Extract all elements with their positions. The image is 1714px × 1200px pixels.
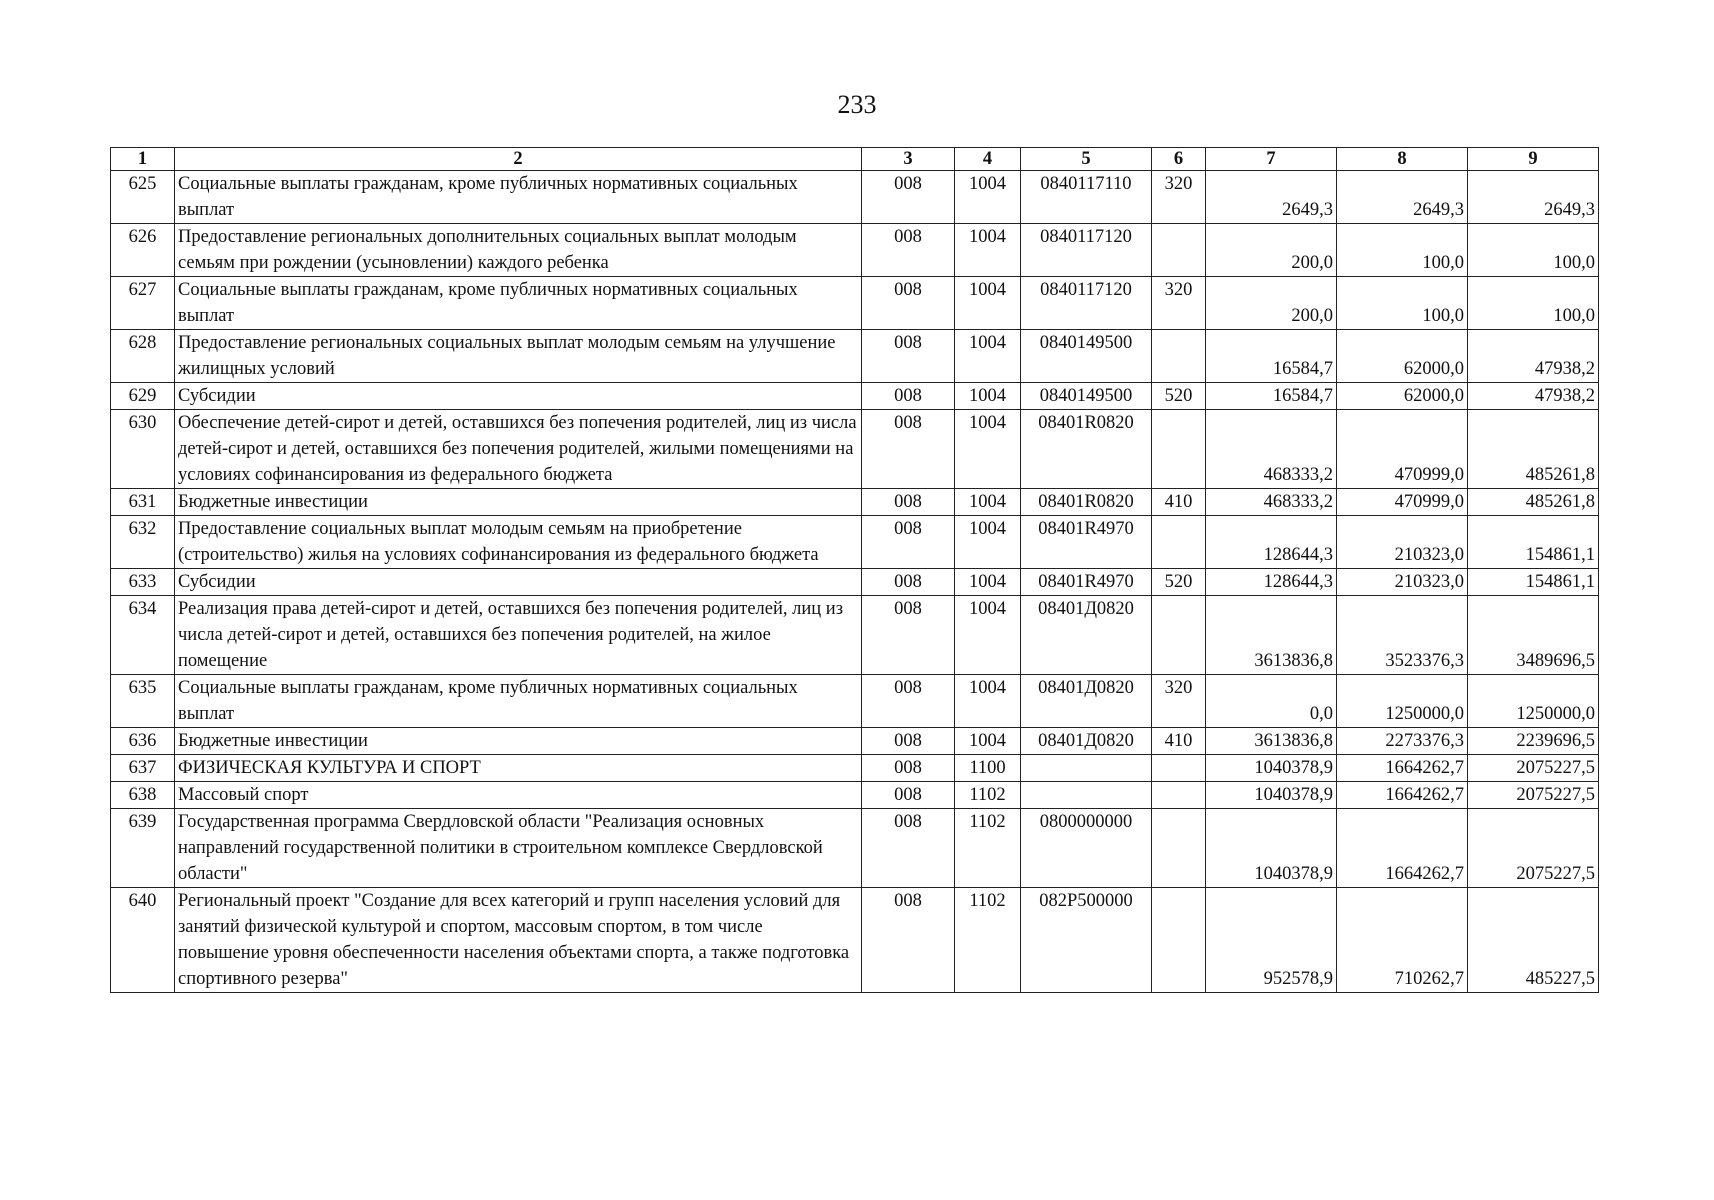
code-cell: 08401Д0820	[1021, 596, 1152, 675]
header-cell: 9	[1468, 148, 1599, 171]
table-row	[111, 516, 1599, 569]
code-cell: 08401Д0820	[1021, 728, 1152, 755]
row-number-cell: 635	[111, 675, 175, 728]
row-number-cell: 626	[111, 224, 175, 277]
code-cell	[1152, 516, 1206, 569]
code-cell: 1004	[955, 410, 1021, 489]
description-cell: Предоставление региональных дополнительных социальных выплат молодым семьям при рождении (усыновлении) каждого ребенка	[175, 224, 862, 277]
budget-table	[110, 147, 1599, 993]
amount-cell: 485261,8	[1468, 410, 1599, 489]
header-cell: 3	[862, 148, 955, 171]
description-cell: Субсидии	[175, 383, 862, 410]
table-row	[111, 383, 1599, 410]
code-cell: 008	[862, 277, 955, 330]
amount-cell: 1664262,7	[1337, 755, 1468, 782]
amount-cell: 485227,5	[1468, 888, 1599, 993]
code-cell: 1004	[955, 596, 1021, 675]
table-row	[111, 277, 1599, 330]
amount-cell: 2075227,5	[1468, 809, 1599, 888]
page-number: 233	[837, 90, 877, 119]
code-cell: 1004	[955, 569, 1021, 596]
code-cell: 008	[862, 410, 955, 489]
table-body	[111, 171, 1599, 993]
table-row	[111, 888, 1599, 993]
code-cell: 0840117110	[1021, 171, 1152, 224]
header-cell: 2	[175, 148, 862, 171]
table-row	[111, 809, 1599, 888]
amount-cell: 710262,7	[1337, 888, 1468, 993]
amount-cell: 2075227,5	[1468, 782, 1599, 809]
amount-cell: 128644,3	[1206, 569, 1337, 596]
code-cell	[1152, 782, 1206, 809]
code-cell: 1004	[955, 728, 1021, 755]
code-cell: 008	[862, 888, 955, 993]
code-cell: 1102	[955, 809, 1021, 888]
table-row	[111, 171, 1599, 224]
code-cell: 0840117120	[1021, 224, 1152, 277]
code-cell: 320	[1152, 675, 1206, 728]
code-cell: 1004	[955, 383, 1021, 410]
description-cell: Массовый спорт	[175, 782, 862, 809]
code-cell: 008	[862, 675, 955, 728]
code-cell: 520	[1152, 569, 1206, 596]
amount-cell: 468333,2	[1206, 489, 1337, 516]
amount-cell: 100,0	[1468, 277, 1599, 330]
code-cell: 320	[1152, 171, 1206, 224]
amount-cell: 16584,7	[1206, 383, 1337, 410]
code-cell: 1004	[955, 489, 1021, 516]
row-number-cell: 640	[111, 888, 175, 993]
description-cell: Государственная программа Свердловской области "Реализация основных направлений государственной политики в строительном комплексе Свердловской области"	[175, 809, 862, 888]
description-cell: Социальные выплаты гражданам, кроме публичных нормативных социальных выплат	[175, 171, 862, 224]
table-row	[111, 410, 1599, 489]
code-cell: 520	[1152, 383, 1206, 410]
amount-cell: 3613836,8	[1206, 596, 1337, 675]
amount-cell: 210323,0	[1337, 569, 1468, 596]
amount-cell: 2649,3	[1206, 171, 1337, 224]
row-number-cell: 630	[111, 410, 175, 489]
code-cell	[1152, 224, 1206, 277]
amount-cell: 1040378,9	[1206, 782, 1337, 809]
code-cell: 1004	[955, 224, 1021, 277]
code-cell: 08401R4970	[1021, 569, 1152, 596]
table-row	[111, 675, 1599, 728]
row-number-cell: 638	[111, 782, 175, 809]
description-cell: Бюджетные инвестиции	[175, 489, 862, 516]
amount-cell: 47938,2	[1468, 330, 1599, 383]
header-cell: 6	[1152, 148, 1206, 171]
row-number-cell: 639	[111, 809, 175, 888]
code-cell: 1004	[955, 330, 1021, 383]
description-cell: Субсидии	[175, 569, 862, 596]
amount-cell: 154861,1	[1468, 516, 1599, 569]
table-row	[111, 728, 1599, 755]
code-cell: 1102	[955, 782, 1021, 809]
code-cell: 008	[862, 728, 955, 755]
description-cell: Региональный проект "Создание для всех категорий и групп населения условий для занятий физической культурой и спортом, массовым спортом, в том числе повышение уровня обеспеченности населения объектами спорта, а также подготовка спортивного резерва"	[175, 888, 862, 993]
code-cell: 0800000000	[1021, 809, 1152, 888]
description-cell: Бюджетные инвестиции	[175, 728, 862, 755]
header-cell: 1	[111, 148, 175, 171]
description-cell: Предоставление социальных выплат молодым семьям на приобретение (строительство) жилья на условиях софинансирования из федерального бюджета	[175, 516, 862, 569]
amount-cell: 62000,0	[1337, 330, 1468, 383]
code-cell: 008	[862, 171, 955, 224]
amount-cell: 3523376,3	[1337, 596, 1468, 675]
amount-cell: 2075227,5	[1468, 755, 1599, 782]
code-cell: 08401Д0820	[1021, 675, 1152, 728]
amount-cell: 154861,1	[1468, 569, 1599, 596]
code-cell	[1021, 755, 1152, 782]
table-row	[111, 782, 1599, 809]
header-cell: 5	[1021, 148, 1152, 171]
code-cell: 0840149500	[1021, 383, 1152, 410]
row-number-cell: 627	[111, 277, 175, 330]
code-cell: 1004	[955, 675, 1021, 728]
table-row	[111, 569, 1599, 596]
amount-cell: 62000,0	[1337, 383, 1468, 410]
amount-cell: 16584,7	[1206, 330, 1337, 383]
code-cell	[1152, 410, 1206, 489]
header-cell: 7	[1206, 148, 1337, 171]
amount-cell: 210323,0	[1337, 516, 1468, 569]
amount-cell: 2649,3	[1468, 171, 1599, 224]
amount-cell: 470999,0	[1337, 489, 1468, 516]
description-cell: ФИЗИЧЕСКАЯ КУЛЬТУРА И СПОРТ	[175, 755, 862, 782]
code-cell: 1100	[955, 755, 1021, 782]
row-number-cell: 634	[111, 596, 175, 675]
amount-cell: 200,0	[1206, 277, 1337, 330]
amount-cell: 3613836,8	[1206, 728, 1337, 755]
amount-cell: 1040378,9	[1206, 755, 1337, 782]
amount-cell: 2273376,3	[1337, 728, 1468, 755]
amount-cell: 200,0	[1206, 224, 1337, 277]
amount-cell: 468333,2	[1206, 410, 1337, 489]
amount-cell: 100,0	[1337, 277, 1468, 330]
code-cell	[1152, 755, 1206, 782]
table-row	[111, 224, 1599, 277]
amount-cell: 1250000,0	[1337, 675, 1468, 728]
row-number-cell: 636	[111, 728, 175, 755]
amount-cell: 470999,0	[1337, 410, 1468, 489]
amount-cell: 485261,8	[1468, 489, 1599, 516]
code-cell	[1152, 809, 1206, 888]
code-cell: 0840149500	[1021, 330, 1152, 383]
table-row	[111, 330, 1599, 383]
description-cell: Социальные выплаты гражданам, кроме публичных нормативных социальных выплат	[175, 675, 862, 728]
code-cell: 410	[1152, 489, 1206, 516]
amount-cell: 0,0	[1206, 675, 1337, 728]
table-row	[111, 489, 1599, 516]
code-cell	[1021, 782, 1152, 809]
code-cell	[1152, 596, 1206, 675]
row-number-cell: 628	[111, 330, 175, 383]
header-cell: 8	[1337, 148, 1468, 171]
amount-cell: 2649,3	[1337, 171, 1468, 224]
description-cell: Обеспечение детей-сирот и детей, оставшихся без попечения родителей, лиц из числа детей-сирот и детей, оставшихся без попечения родителей, жилыми помещениями на условиях софинансирования из федерального бюджета	[175, 410, 862, 489]
code-cell: 08401R0820	[1021, 410, 1152, 489]
amount-cell: 1664262,7	[1337, 782, 1468, 809]
code-cell: 008	[862, 755, 955, 782]
code-cell	[1152, 330, 1206, 383]
code-cell: 008	[862, 569, 955, 596]
header-cell: 4	[955, 148, 1021, 171]
code-cell: 320	[1152, 277, 1206, 330]
code-cell: 008	[862, 383, 955, 410]
row-number-cell: 625	[111, 171, 175, 224]
amount-cell: 100,0	[1468, 224, 1599, 277]
code-cell: 1004	[955, 171, 1021, 224]
amount-cell: 1664262,7	[1337, 809, 1468, 888]
code-cell: 1004	[955, 277, 1021, 330]
row-number-cell: 631	[111, 489, 175, 516]
amount-cell: 128644,3	[1206, 516, 1337, 569]
code-cell: 1004	[955, 516, 1021, 569]
header-row	[111, 148, 1599, 171]
amount-cell: 3489696,5	[1468, 596, 1599, 675]
row-number-cell: 633	[111, 569, 175, 596]
code-cell: 008	[862, 489, 955, 516]
row-number-cell: 629	[111, 383, 175, 410]
table-row	[111, 755, 1599, 782]
amount-cell: 1250000,0	[1468, 675, 1599, 728]
code-cell: 410	[1152, 728, 1206, 755]
amount-cell: 952578,9	[1206, 888, 1337, 993]
amount-cell: 47938,2	[1468, 383, 1599, 410]
code-cell: 008	[862, 782, 955, 809]
row-number-cell: 632	[111, 516, 175, 569]
amount-cell: 100,0	[1337, 224, 1468, 277]
code-cell: 1102	[955, 888, 1021, 993]
code-cell: 008	[862, 224, 955, 277]
amount-cell: 2239696,5	[1468, 728, 1599, 755]
description-cell: Предоставление региональных социальных выплат молодым семьям на улучшение жилищных условий	[175, 330, 862, 383]
code-cell: 008	[862, 596, 955, 675]
row-number-cell: 637	[111, 755, 175, 782]
description-cell: Социальные выплаты гражданам, кроме публичных нормативных социальных выплат	[175, 277, 862, 330]
code-cell: 008	[862, 809, 955, 888]
description-cell: Реализация права детей-сирот и детей, оставшихся без попечения родителей, лиц из числа детей-сирот и детей, оставшихся без попечения родителей, на жилое помещение	[175, 596, 862, 675]
amount-cell: 1040378,9	[1206, 809, 1337, 888]
code-cell: 0840117120	[1021, 277, 1152, 330]
code-cell: 082P500000	[1021, 888, 1152, 993]
code-cell	[1152, 888, 1206, 993]
code-cell: 08401R0820	[1021, 489, 1152, 516]
code-cell: 008	[862, 516, 955, 569]
table-row	[111, 596, 1599, 675]
code-cell: 08401R4970	[1021, 516, 1152, 569]
code-cell: 008	[862, 330, 955, 383]
